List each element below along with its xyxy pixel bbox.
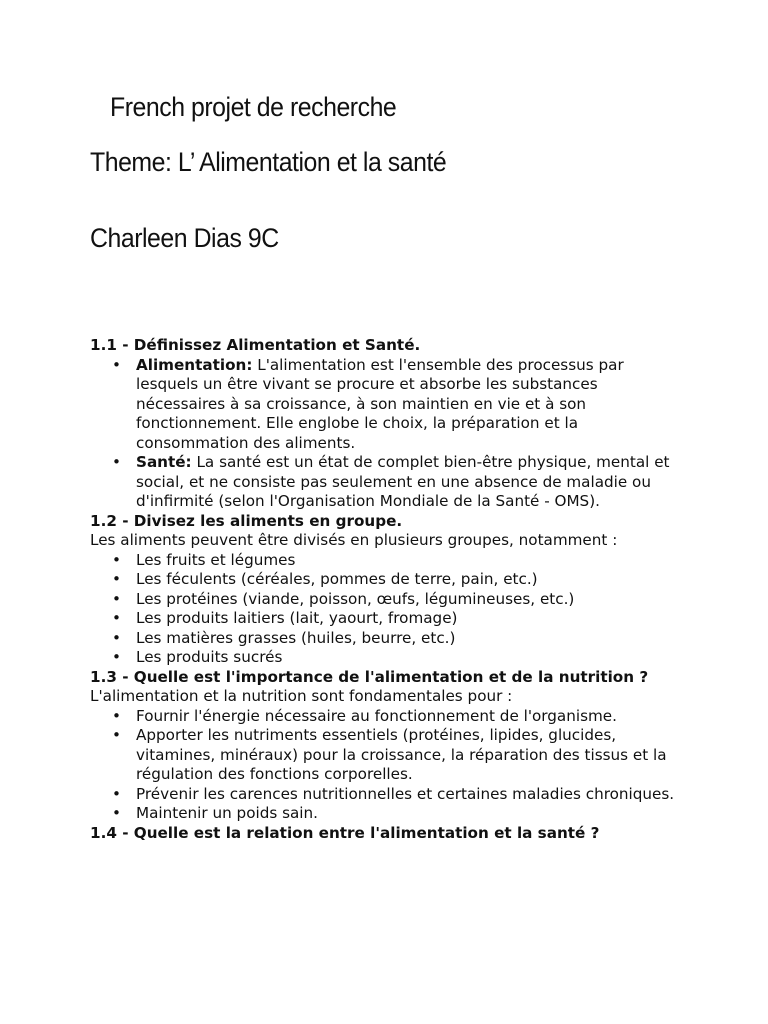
list-item-text: Maintenir un poids sain. [136,804,318,822]
definition-term: Alimentation: [136,355,253,374]
list-item [112,628,690,649]
section-heading-1-3: 1.3 - Quelle est l'importance de l'alimentation et de la nutrition ? [90,667,649,686]
section-intro: Les aliments peuvent être divisés en plusieurs groupes, notamment : [90,531,618,549]
list-item [112,453,690,512]
section-intro: L'alimentation et la nutrition sont fondamentales pour : [90,687,513,705]
bullet-icon: • [112,726,121,744]
list-item-text: Les féculents (céréales, pommes de terre, pain, etc.) [136,570,538,588]
bullet-icon: • [112,453,121,471]
bullet-icon: • [112,784,121,803]
section-heading-1-1: 1.1 - Définissez Alimentation et Santé. [90,336,421,354]
list-item-text: Les produits laitiers (lait, yaourt, fromage) [136,609,458,627]
section-heading-1-2: 1.2 - Divisez les aliments en groupe. [90,511,403,530]
section-heading-1-4: 1.4 - Quelle est la relation entre l'alimentation et la santé ? [90,823,600,842]
importance-list [90,707,690,824]
bullet-icon: • [112,628,121,647]
list-item [112,550,690,571]
list-item-text: Apporter les nutriments essentiels (protéines, lipides, glucides, vitamines, minéraux) pour la croissance, la réparation des tissus et la régulation des fonctions corporelles. [136,726,667,783]
list-item [112,804,690,824]
list-item-text: Fournir l'énergie nécessaire au fonctionnement de l'organisme. [136,706,617,725]
bullet-icon: • [112,648,121,666]
list-item [112,784,690,805]
food-groups-list [90,551,690,668]
definition-text: La santé est un état de complet bien-être physique, mental et social, et ne consiste pas seulement en une absence de maladie ou d'infirmité (selon l'Organisation Mondiale de la Santé - OMS). [136,453,670,510]
list-item [112,609,690,629]
list-item-text: Prévenir les carences nutritionnelles et certaines maladies chroniques. [136,784,675,803]
list-item [112,726,690,785]
list-item [112,648,690,668]
list-item-text: Les protéines (viande, poisson, œufs, légumineuses, etc.) [136,589,575,608]
list-item [112,570,690,590]
document-body [90,336,690,843]
bullet-icon: • [112,706,121,725]
bullet-icon: • [112,570,121,588]
bullet-icon: • [112,550,121,569]
document-theme: Theme: L’ Alimentation et la santé [90,147,447,177]
bullet-icon: • [112,589,121,608]
list-item [112,589,690,610]
list-item [112,706,690,727]
definition-term: Santé: [136,453,192,471]
definition-text: L'alimentation est l'ensemble des processus par lesquels un être vivant se procure et absorbe les substances nécessaires à sa croissance, à son maintien en vie et à son fonctionnement. Elle englobe le choix, la préparation et la consommation des aliments. [136,355,624,452]
bullet-icon: • [112,355,121,374]
document-title: French projet de recherche [110,92,397,122]
bullet-icon: • [112,804,121,822]
list-item-text: Les matières grasses (huiles, beurre, etc.) [136,628,456,647]
list-item [112,355,690,454]
list-item-text: Les fruits et légumes [136,550,296,569]
definitions-list [90,356,690,512]
bullet-icon: • [112,609,121,627]
document-author: Charleen Dias 9C [90,223,279,253]
list-item-text: Les produits sucrés [136,648,283,666]
